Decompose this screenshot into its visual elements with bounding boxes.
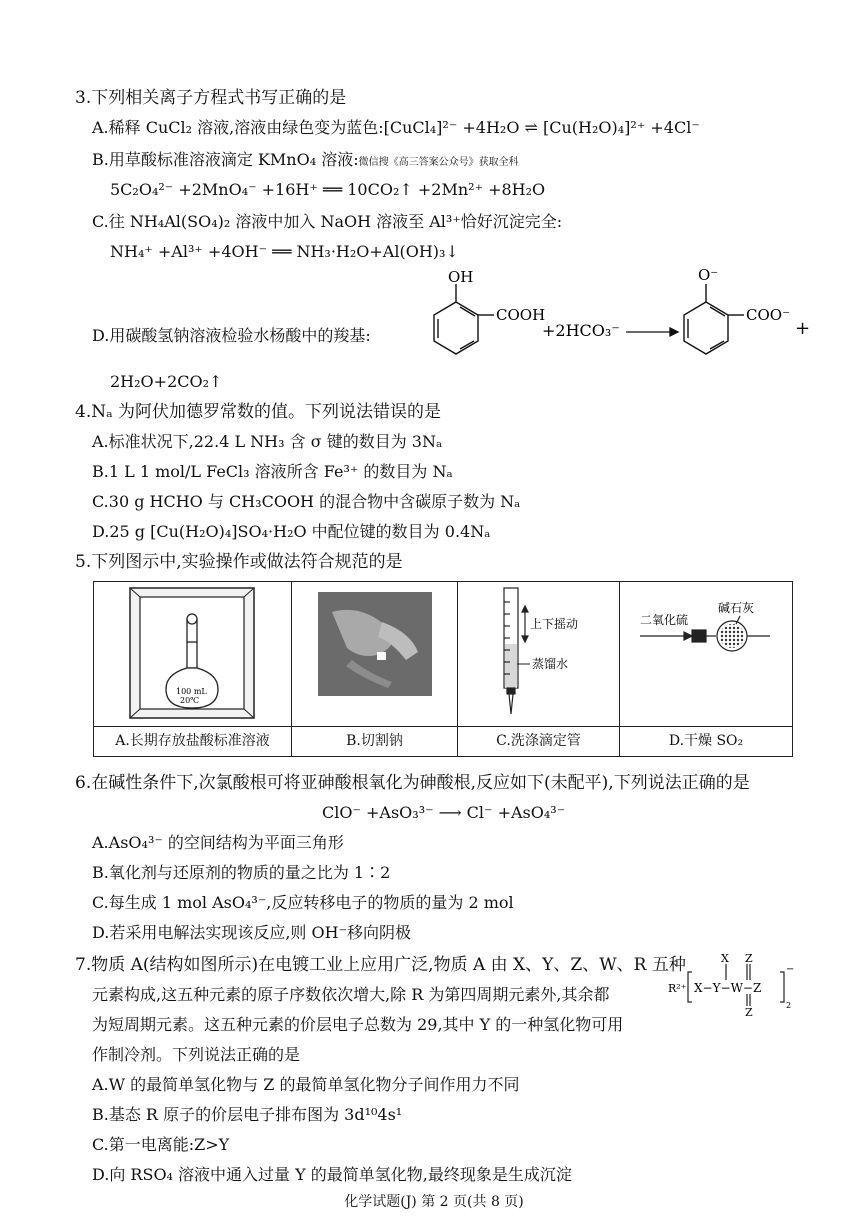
shake-arrow-icon [522,606,528,642]
struct-z-bottom: Z [745,1006,753,1019]
q6-stem: 6.在碱性条件下,次氯酸根可将亚砷酸根氧化为砷酸根,反应如下(未配平),下列说法正确的是 [75,773,750,793]
struct-r-label: R²⁺ [668,982,687,995]
volumetric-flask-in-cabinet-figure [94,582,290,728]
so2-label: 二氧化硫 [640,613,689,627]
drying-tube-icon [692,616,770,651]
q5-caption-b: B.切割钠 [292,726,457,756]
q5-cell-b [292,582,458,756]
q3-option-c-equation: NH₄⁺ +Al³⁺ +4OH⁻ ══ NH₃·H₂O+Al(OH)₃↓ [110,242,459,261]
q4-option-b: B.1 L 1 mol/L FeCl₃ 溶液所含 Fe³⁺ 的数目为 Nₐ [92,462,453,481]
carboxylate-label: COO⁻ [746,306,790,324]
flask-temp-label: 20℃ [180,696,200,705]
struct-count: 2 [786,1001,792,1010]
q5-figure-table [93,581,793,757]
plus-sign: + [795,318,810,339]
q3-option-c: C.往 NH₄Al(SO₄)₂ 溶液中加入 NaOH 溶液至 Al³⁺恰好沉淀完全: [92,212,563,231]
q7-option-a: A.W 的最简单氢化物与 Z 的最简单氢化物分子间作用力不同 [92,1075,520,1094]
q3-option-b-equation: 5C₂O₄²⁻ +2MnO₄⁻ +16H⁺ ══ 10CO₂↑ +2Mn²⁺ +8H₂O [110,180,546,199]
q5-caption-c: C.洗涤滴定管 [458,726,619,756]
q5-caption-d: D.干燥 SO₂ [620,726,792,756]
q3-option-b-text: B.用草酸标准溶液滴定 KMnO₄ 溶液: [92,150,359,169]
q6-option-a: A.AsO₄³⁻ 的空间结构为平面三角形 [92,833,344,852]
page-footer: 化学试题(J) 第 2 页(共 8 页) [344,1194,524,1210]
flask-volume-label: 100 mL [176,687,207,696]
struct-x-top: X [721,952,729,965]
q5-cell-a [94,582,292,756]
q7-stem-line-3: 为短周期元素。这五种元素的价层电子总数为 29,其中 Y 的一种氢化物可用 [92,1015,624,1034]
q4-stem: 4.Nₐ 为阿伏加德罗常数的值。下列说法错误的是 [75,402,442,422]
drying-tube-figure [620,582,790,728]
q7-stem-line-1: 7.物质 A(结构如图所示)在电镀工业上应用广泛,物质 A 由 X、Y、Z、W、R 五种 [75,955,686,975]
q7-option-b: B.基态 R 原子的价层电子排布图为 3d¹⁰4s¹ [92,1105,403,1124]
cutting-sodium-photo [292,582,456,728]
q3-stem: 3.下列相关离子方程式书写正确的是 [75,88,347,108]
q7-structure-diagram [668,950,796,1024]
q5-cell-d [620,582,792,756]
q7-stem-line-2: 元素构成,这五种元素的原子序数依次增大,除 R 为第四周期元素外,其余都 [92,985,610,1004]
q4-option-d: D.25 g [Cu(H₂O)₄]SO₄·H₂O 中配位键的数目为 0.4Nₐ [92,522,491,541]
struct-z-top: Z [745,952,753,965]
soda-lime-label: 碱石灰 [718,601,755,615]
q6-option-d: D.若采用电解法实现该反应,则 OH⁻移向阴极 [92,923,412,942]
q5-caption-a: A.长期存放盐酸标准溶液 [94,726,291,756]
q3-option-b [92,150,519,173]
cooh-group-label: COOH [496,306,546,324]
struct-main-chain: X−Y−W−Z [694,981,762,995]
struct-charge: − [786,964,795,975]
q6-option-b: B.氧化剂与还原剂的物质的量之比为 1∶2 [92,863,391,882]
q5-cell-c [458,582,620,756]
q4-option-c: C.30 g HCHO 与 CH₃COOH 的混合物中含碳原子数为 Nₐ [92,492,521,511]
q7-option-c: C.第一电离能:Z>Y [92,1135,230,1154]
oh-group-label: OH [448,268,474,286]
q3-option-d: D.用碳酸氢钠溶液检验水杨酸中的羧基: [92,326,371,345]
water-label: 蒸馏水 [532,657,569,671]
benzene-ring-right [684,284,744,354]
bicarbonate-term: +2HCO₃⁻ [542,321,620,340]
q3-option-b-note: 微信搜《高三答案公众号》获取全科 [358,157,519,168]
q3-option-a: A.稀释 CuCl₂ 溶液,溶液由绿色变为蓝色:[CuCl₄]²⁻ +4H₂O ⇌ [Cu(H₂O)₄]²⁺ +4Cl⁻ [92,118,700,137]
q3-salicylic-reaction-diagram [420,262,810,372]
q6-option-c: C.每生成 1 mol AsO₄³⁻,反应转移电子的物质的量为 2 mol [92,893,514,912]
q6-equation: ClO⁻ +AsO₃³⁻ ⟶ Cl⁻ +AsO₄³⁻ [322,803,566,822]
gas-inlet-arrow-icon [640,632,692,640]
q5-stem: 5.下列图示中,实验操作或做法符合规范的是 [75,552,403,572]
burette-washing-figure [458,582,618,728]
q3-option-d-products: 2H₂O+2CO₂↑ [110,372,223,391]
shake-label: 上下摇动 [530,617,579,631]
q4-option-a: A.标准状况下,22.4 L NH₃ 含 σ 键的数目为 3Nₐ [92,432,443,451]
phenoxide-label: O⁻ [698,266,719,284]
q7-stem-line-4: 作制冷剂。下列说法正确的是 [92,1045,301,1064]
q7-option-d: D.向 RSO₄ 溶液中通入过量 Y 的最简单氢化物,最终现象是生成沉淀 [92,1165,572,1184]
benzene-ring-left [434,284,494,354]
burette-icon [504,588,518,714]
reaction-arrow [626,328,678,336]
